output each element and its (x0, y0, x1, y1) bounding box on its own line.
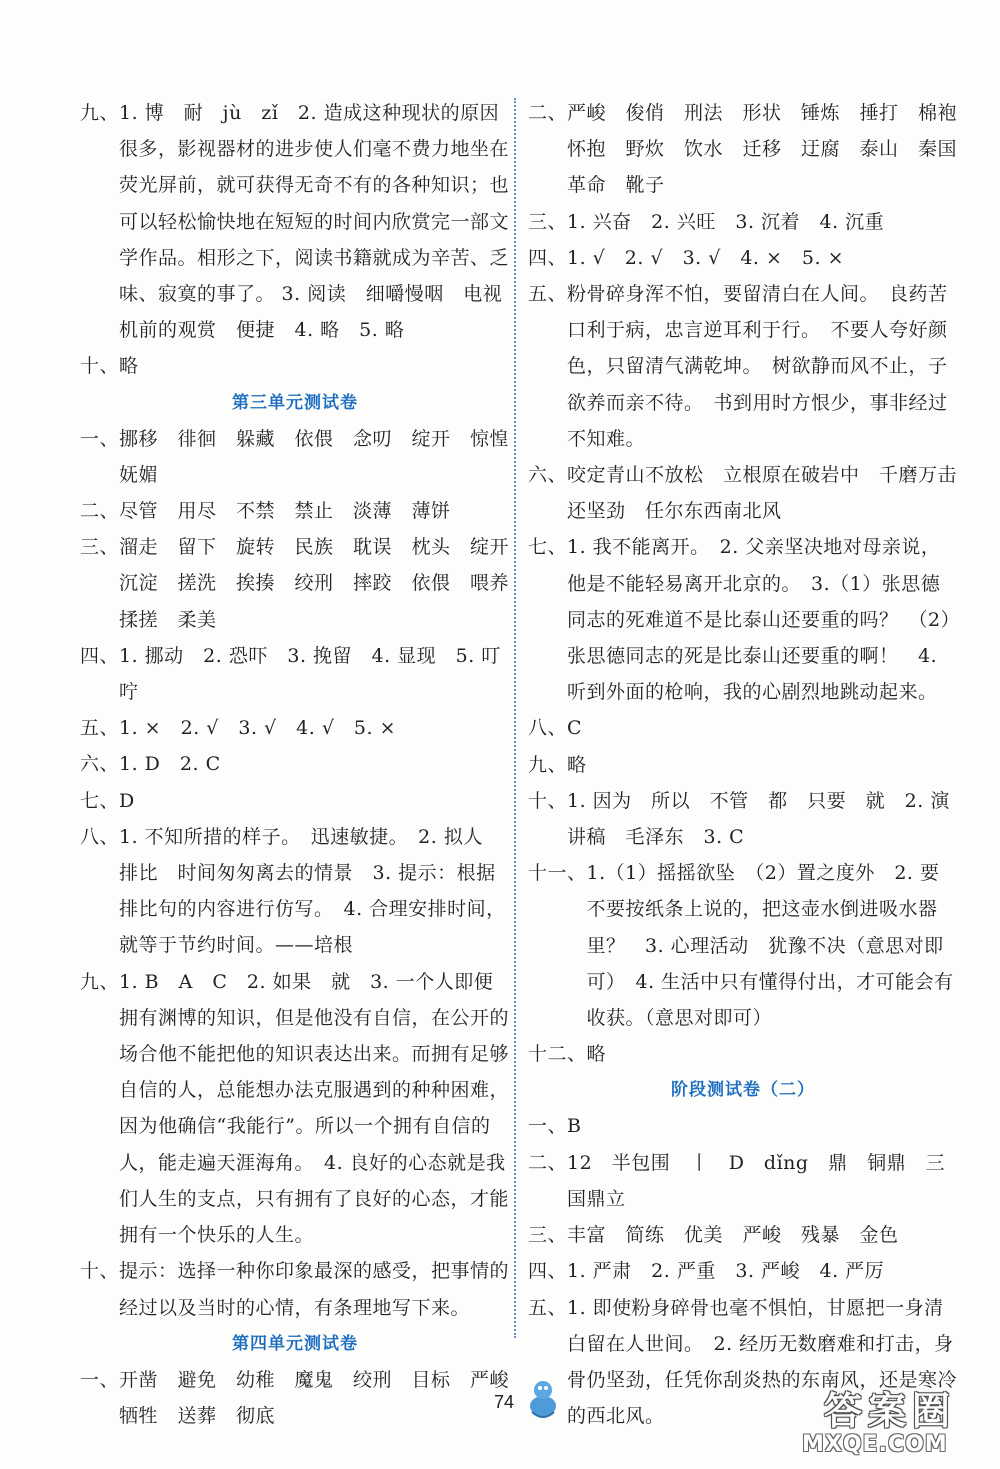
answer-block (528, 855, 958, 1036)
answer-text: 严峻 俊俏 刑法 形状 锤炼 捶打 棉袍 怀抱 野炊 饮水 迁移 迂腐 泰山 秦国 革命 靴子 (567, 102, 977, 197)
answer-block (80, 819, 510, 964)
answer-block (528, 1108, 958, 1144)
answer-block (528, 1217, 958, 1253)
question-number: 二、 (80, 500, 120, 523)
question-number: 四、 (80, 644, 120, 667)
answer-block (528, 276, 958, 457)
answer-text: 1. 即使粉身碎骨也毫不惧怕，甘愿把一身清白留在人世间。 2. 经历无数磨难和打击，身骨仍坚劲，任凭你刮炎热的东南风，还是寒冷的西北风。 (567, 1296, 958, 1428)
question-number: 九、 (80, 970, 120, 993)
answer-block (528, 1253, 958, 1289)
answer-text: 1. B A C 2. 如果 就 3. 一个人即便拥有渊博的知识，但是他没有自信，在公开的场合他不能把他的知识表达出来。而拥有足够自信的人，总能想办法克服遇到的种种困难，因为他确信“我能行”。所以一个拥有自信的人，能走遍天涯海角。 4. 良好的心态就是我们人生的支点，只有拥有了良好的心态，才能拥有一个快乐的人生。 (119, 970, 510, 1247)
answer-text: 1. 我不能离开。 2. 父亲坚决地对母亲说，他是不能轻易离开北京的。 3.（1）张思德同志的死难道不是比泰山还要重的吗？ （2）张思德同志的死是比泰山还要重的啊！ 4. 听到外面的枪响，我的心剧烈地跳动起来。 (567, 536, 951, 704)
question-number: 一、 (80, 1368, 120, 1391)
answer-block (528, 240, 958, 276)
question-number: 一、 (80, 427, 120, 450)
answer-text: 粉骨碎身浑不怕，要留清白在人间。 良药苦口利于病，忠言逆耳利于行。 不要人夸好颜色，只留清气满乾坤。 树欲静而风不止，子欲养而亲不待。 书到用时方恨少，事非经过不知难。 (567, 283, 948, 450)
answer-block (80, 348, 510, 384)
answer-text: 丰富 简练 优美 严峻 残暴 金色 (567, 1224, 899, 1247)
question-number: 七、 (80, 789, 120, 812)
answer-block (528, 457, 958, 529)
answer-text: 12 半包围 丨 D dǐng 鼎 铜鼎 三国鼎立 (567, 1151, 946, 1210)
question-number: 一、 (528, 1115, 568, 1138)
question-number: 十、 (80, 1260, 120, 1283)
question-number: 十一、 (528, 862, 587, 885)
answer-text: 1. 挪动 2. 恐吓 3. 挽留 4. 显现 5. 叮咛 (119, 644, 501, 704)
section-heading-unit-3: 第三单元测试卷 (232, 392, 358, 413)
answer-block (80, 529, 529, 638)
answer-text: 开凿 避免 幼稚 魔鬼 绞刑 目标 严峻 牺牲 送葬 彻底 (119, 1368, 529, 1427)
question-number: 二、 (528, 102, 568, 124)
answer-text: 咬定青山不放松 立根原在破岩中 千磨万击还坚劲 任尔东西南北风 (567, 464, 958, 523)
question-number: 五、 (80, 717, 120, 740)
answer-block (80, 710, 510, 746)
question-number: 六、 (80, 753, 120, 776)
answer-text: 1.（1）摇摇欲坠 （2）置之度外 2. 要不要按纸条上说的，把这壶水倒进吸水器里？ 3. 心理活动 犹豫不决（意思对即可） 4. 生活中只有懂得付出，才可能会有收获。（意思对即可） (586, 862, 954, 1030)
watermark-url: MXQE.COM (802, 1432, 948, 1457)
question-number: 八、 (80, 825, 120, 848)
answer-text: 略 (586, 1043, 607, 1066)
question-number: 四、 (528, 1260, 568, 1283)
question-number: 十二、 (528, 1043, 587, 1066)
section-heading-stage-test-2: 阶段测试卷（二） (671, 1080, 815, 1101)
answer-block (528, 710, 958, 746)
answer-block (528, 529, 958, 710)
answer-text: 1. D 2. C (119, 753, 221, 776)
answer-block (80, 964, 510, 1254)
answer-text: 1. √ 2. √ 3. √ 4. × 5. × (567, 246, 845, 269)
answer-block (80, 1253, 510, 1325)
answer-text: 尽管 用尽 不禁 禁止 淡薄 薄饼 (119, 500, 451, 523)
answer-block (80, 783, 510, 819)
question-number: 九、 (80, 102, 120, 124)
left-column (80, 95, 529, 1434)
watermark (796, 1378, 986, 1466)
question-number: 七、 (528, 536, 568, 559)
answer-text: 略 (119, 355, 139, 378)
answer-block (528, 1036, 958, 1072)
answer-text: 溜走 留下 旋转 民族 耽误 枕头 绽开 沉淀 搓洗 挨揍 绞刑 摔跤 依偎 喂养 揉搓 柔美 (119, 536, 529, 631)
page-number: 74 (494, 1392, 515, 1412)
column-divider (514, 98, 516, 1338)
answer-text: 1. 不知所措的样子。 迅速敏捷。 2. 拟人 排比 时间匆匆离去的情景 3. 提示：根据排比句的内容进行仿写。 4. 合理安排时间，就等于节约时间。——培根 (119, 825, 506, 957)
answer-block (80, 638, 510, 710)
question-number: 十、 (528, 789, 568, 812)
watermark-title: 答案圈 (824, 1389, 957, 1433)
question-number: 十、 (80, 355, 120, 378)
answer-text: 1. 严肃 2. 严重 3. 严峻 4. 严厉 (567, 1260, 885, 1283)
question-number: 六、 (528, 464, 568, 487)
answer-block (80, 1362, 529, 1434)
question-number: 九、 (528, 753, 568, 776)
question-number: 三、 (528, 210, 568, 233)
question-number: 五、 (528, 1296, 568, 1319)
right-column (528, 95, 977, 1434)
mascot-icon (526, 1376, 560, 1420)
question-number: 二、 (528, 1151, 568, 1174)
answer-block (80, 746, 510, 782)
answer-block (528, 95, 977, 204)
section-heading-unit-4: 第四单元测试卷 (232, 1333, 358, 1354)
answer-block (80, 493, 510, 529)
answer-block (80, 421, 529, 493)
answer-text: 1. 博 耐 jù zǐ 2. 造成这种现状的原因很多，影视器材的进步使人们毫不费力地坐在荧光屏前，就可获得无奇不有的各种知识；也可以轻松愉快地在短短的时间内欣赏完一部文学作品。相形之下，阅读书籍就成为辛苦、乏味、寂寞的事了。 3. 阅读 细嚼慢咽 电视机前的观赏 便捷 4. 略 5. 略 (119, 102, 510, 342)
answer-text: 1. 兴奋 2. 兴旺 3. 沉着 4. 沉重 (567, 210, 885, 233)
answer-text: 提示：选择一种你印象最深的感受，把事情的经过以及当时的心情，有条理地写下来。 (119, 1260, 510, 1319)
answer-text: 1. 因为 所以 不管 都 只要 就 2. 演讲稿 毛泽东 3. C (567, 789, 950, 849)
answer-text: C (567, 717, 583, 740)
question-number: 三、 (528, 1224, 568, 1247)
answer-block (528, 783, 958, 855)
question-number: 三、 (80, 536, 120, 559)
answer-text: 略 (567, 753, 587, 776)
answer-block (80, 95, 510, 348)
answer-block (528, 204, 958, 240)
answer-text: 1. × 2. √ 3. √ 4. √ 5. × (119, 717, 397, 740)
answer-text: 挪移 徘徊 躲藏 依偎 念叨 绽开 惊惶 妩媚 (119, 427, 529, 486)
question-number: 五、 (528, 283, 568, 306)
answer-text: D (119, 789, 135, 812)
answer-block (528, 1145, 958, 1217)
question-number: 八、 (528, 717, 568, 740)
question-number: 四、 (528, 246, 568, 269)
answer-block (528, 747, 958, 783)
answer-text: B (567, 1115, 582, 1138)
